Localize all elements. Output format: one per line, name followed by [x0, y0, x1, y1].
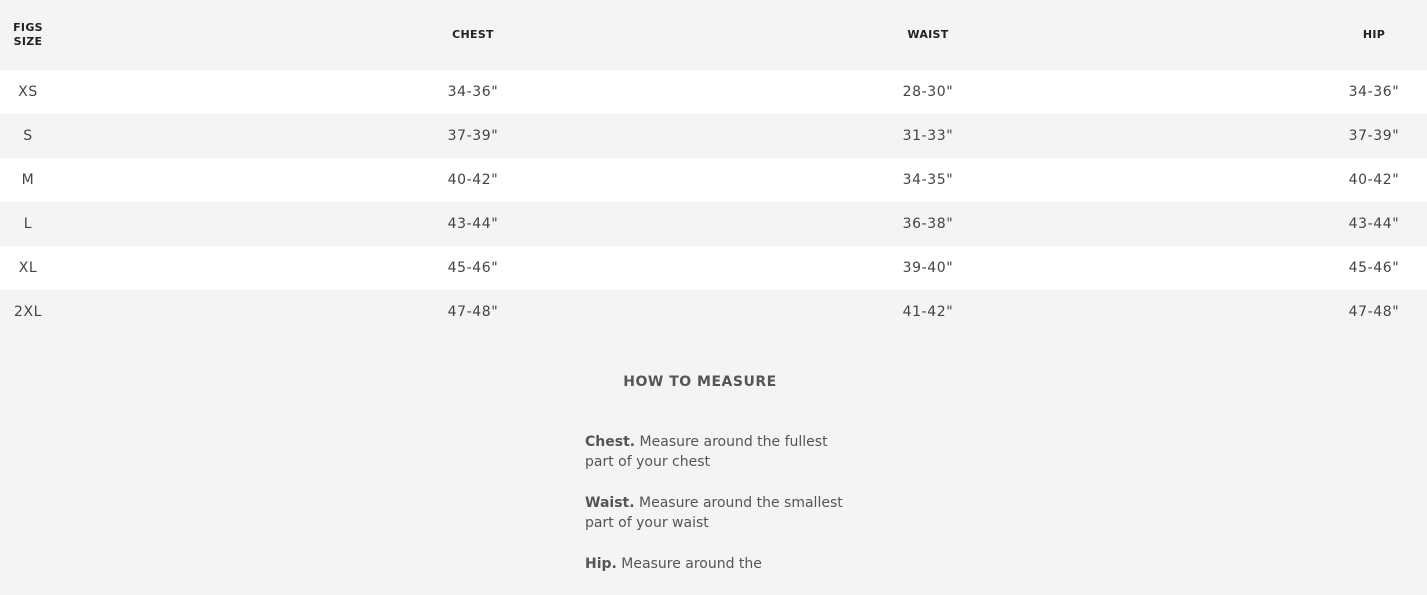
chest-term: Chest. [585, 434, 636, 450]
size-cell: L [23, 216, 33, 232]
waist-cell: 34-35" [902, 172, 954, 188]
hip-cell: 40-42" [1348, 172, 1400, 188]
size-cell: 2XL [13, 304, 43, 320]
chest-cell: 34-36" [447, 84, 499, 100]
hip-cell: 45-46" [1348, 260, 1400, 276]
how-to-measure-title: HOW TO MEASURE [623, 374, 777, 390]
waist-text: Measure around the smallest part of your waist [585, 495, 843, 531]
chest-cell: 37-39" [447, 128, 499, 144]
hip-cell: 37-39" [1348, 128, 1400, 144]
header-figs-size: FIGS SIZE [13, 21, 43, 48]
waist-instruction [585, 493, 855, 533]
waist-cell: 39-40" [902, 260, 954, 276]
header-waist: WAIST [907, 28, 949, 41]
chest-cell: 45-46" [447, 260, 499, 276]
hip-cell: 43-44" [1348, 216, 1400, 232]
hip-term: Hip. [585, 556, 617, 572]
header-chest: CHEST [452, 28, 494, 41]
table-row [0, 114, 1427, 158]
size-cell: M [21, 172, 35, 188]
size-cell: XS [18, 84, 38, 100]
waist-cell: 31-33" [902, 128, 954, 144]
chest-cell: 43-44" [447, 216, 499, 232]
hip-text: Measure around the [616, 556, 762, 572]
chest-cell: 40-42" [447, 172, 499, 188]
waist-cell: 41-42" [902, 304, 954, 320]
waist-term: Waist. [585, 495, 635, 511]
waist-cell: 28-30" [902, 84, 954, 100]
size-cell: S [23, 128, 33, 144]
table-row [0, 158, 1427, 202]
table-row [0, 202, 1427, 246]
table-row [0, 70, 1427, 114]
table-row [0, 290, 1427, 334]
table-header-row [0, 0, 1427, 70]
table-row [0, 246, 1427, 290]
hip-cell: 34-36" [1348, 84, 1400, 100]
hip-instruction [585, 554, 855, 574]
waist-cell: 36-38" [902, 216, 954, 232]
size-cell: XL [18, 260, 38, 276]
chest-instruction [585, 432, 855, 472]
chest-text: Measure around the fullest part of your chest [585, 434, 828, 470]
measure-instructions [585, 432, 855, 595]
hip-cell: 47-48" [1348, 304, 1400, 320]
chest-cell: 47-48" [447, 304, 499, 320]
header-hip: HIP [1362, 28, 1386, 41]
